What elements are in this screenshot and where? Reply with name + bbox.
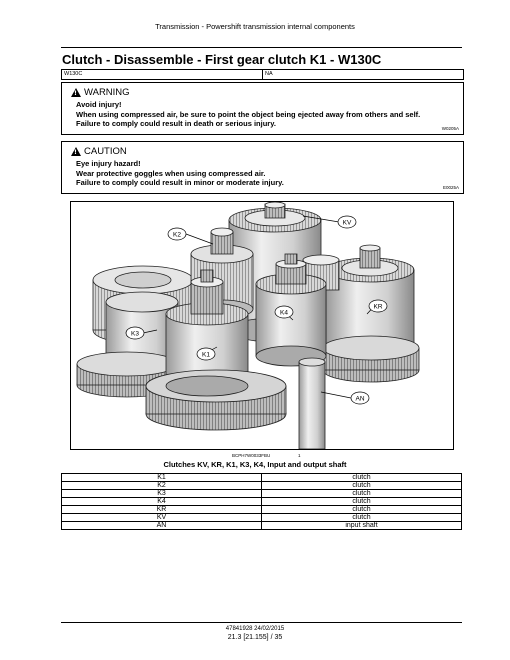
- figure-id: BCPH7W0033FBU: [232, 453, 271, 458]
- caution-icon: [71, 147, 81, 156]
- caution-line: Wear protective goggles when using compressed air.: [76, 168, 266, 178]
- warning-line: Avoid injury!: [76, 100, 122, 109]
- warning-code: W0205A: [441, 126, 459, 131]
- callout-label: KV: [342, 219, 352, 227]
- legend-code: K4: [62, 498, 262, 506]
- legend-code: K1: [62, 474, 262, 482]
- legend-code: KR: [62, 506, 262, 514]
- caution-label: CAUTION: [84, 146, 127, 157]
- callout-label: KR: [373, 303, 383, 311]
- warning-line: Failure to comply could result in death or serious injury.: [76, 119, 276, 128]
- legend-desc: clutch: [262, 482, 462, 490]
- model-row: [61, 69, 464, 80]
- title-rule: [61, 47, 462, 48]
- legend-code: KV: [62, 514, 262, 522]
- table-row: [62, 522, 462, 530]
- callout-label: K1: [202, 351, 210, 359]
- table-row: [62, 506, 462, 514]
- legend-desc: clutch: [262, 474, 462, 482]
- page-header: Transmission - Powershift transmission internal components: [155, 22, 355, 31]
- clutch-assembly-figure: [70, 201, 454, 450]
- warning-icon: [71, 88, 81, 97]
- legend-table: [61, 473, 462, 530]
- figure-caption: Clutches KV, KR, K1, K3, K4, Input and output shaft: [163, 460, 347, 469]
- legend-code: K2: [62, 482, 262, 490]
- page-title: Clutch - Disassemble - First gear clutch K1 - W130C: [62, 52, 382, 67]
- footer-page-number: 21.3 [21.155] / 35: [227, 634, 283, 641]
- legend-code: K3: [62, 490, 262, 498]
- table-row: [62, 490, 462, 498]
- model-cell: W130C: [62, 70, 263, 79]
- caution-line: Failure to comply could result in minor or moderate injury.: [76, 178, 284, 187]
- warning-line: When using compressed air, be sure to point the object being ejected away from others and self.: [76, 109, 421, 119]
- warning-label: WARNING: [84, 87, 130, 98]
- legend-desc: clutch: [262, 506, 462, 514]
- table-row: [62, 514, 462, 522]
- legend-code: AN: [62, 522, 262, 530]
- caution-line: Eye injury hazard!: [76, 159, 141, 168]
- table-row: [62, 474, 462, 482]
- clutch-assembly-drawing: [71, 202, 453, 449]
- figure-number: 1: [298, 453, 301, 458]
- callout-label: K4: [280, 309, 288, 317]
- caution-code: E0025A: [442, 185, 459, 190]
- legend-desc: input shaft: [262, 522, 462, 530]
- model-value-cell: NA: [265, 71, 273, 77]
- callout-label: AN: [355, 395, 365, 403]
- legend-desc: clutch: [262, 514, 462, 522]
- footer-rule: [61, 622, 462, 623]
- table-row: [62, 498, 462, 506]
- table-row: [62, 482, 462, 490]
- callout-label: K3: [131, 330, 139, 338]
- legend-desc: clutch: [262, 490, 462, 498]
- caution-box: [61, 141, 464, 194]
- legend-desc: clutch: [262, 498, 462, 506]
- footer-doc-id: 47841928 24/02/2015: [225, 626, 285, 632]
- callout-label: K2: [173, 231, 181, 239]
- warning-box: [61, 82, 464, 135]
